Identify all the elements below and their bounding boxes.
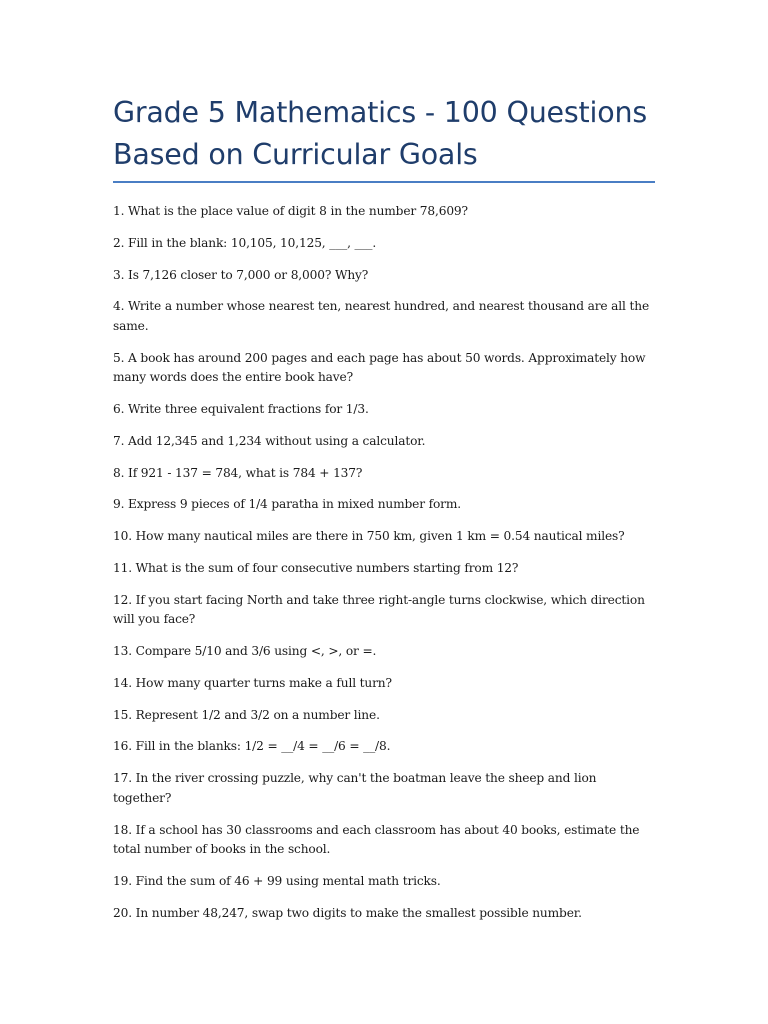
- document-page: [113, 92, 657, 935]
- question-item: 13. Compare 5/10 and 3/6 using <, >, or =.: [113, 644, 377, 659]
- question-item: 18. If a school has 30 classrooms and each classroom has about 40 books, estimate the total number of books in the school.: [113, 822, 640, 857]
- question-item: 7. Add 12,345 and 1,234 without using a calculator.: [113, 433, 426, 448]
- question-item: 8. If 921 - 137 = 784, what is 784 + 137?: [113, 465, 363, 480]
- question-item: 14. How many quarter turns make a full turn?: [113, 675, 392, 690]
- question-item: 4. Write a number whose nearest ten, nearest hundred, and nearest thousand are all the same.: [113, 299, 650, 333]
- question-item: 20. In number 48,247, swap two digits to make the smallest possible number.: [113, 905, 582, 920]
- question-item: 2. Fill in the blank: 10,105, 10,125, ___, ___.: [113, 235, 377, 250]
- question-item: 11. What is the sum of four consecutive numbers starting from 12?: [113, 560, 519, 575]
- question-item: 5. A book has around 200 pages and each page has about 50 words. Approximately how many words does the entire book have?: [113, 350, 646, 385]
- question-item: 17. In the river crossing puzzle, why can't the boatman leave the sheep and lion together?: [113, 771, 597, 805]
- question-list: [113, 202, 657, 923]
- question-item: 6. Write three equivalent fractions for 1/3.: [113, 401, 369, 416]
- question-item: 12. If you start facing North and take three right-angle turns clockwise, which direction will you face?: [113, 592, 645, 627]
- title-underline: [113, 181, 655, 183]
- question-item: 19. Find the sum of 46 + 99 using mental math tricks.: [113, 873, 441, 888]
- question-item: 16. Fill in the blanks: 1/2 = __/4 = __/6 = __/8.: [113, 739, 391, 754]
- question-item: 9. Express 9 pieces of 1/4 paratha in mixed number form.: [113, 497, 461, 512]
- question-item: 15. Represent 1/2 and 3/2 on a number line.: [113, 707, 380, 722]
- question-item: 3. Is 7,126 closer to 7,000 or 8,000? Why?: [113, 267, 369, 282]
- question-item: 10. How many nautical miles are there in 750 km, given 1 km = 0.54 nautical miles?: [113, 529, 625, 544]
- document-title: Grade 5 Mathematics - 100 Questions Based on Curricular Goals: [113, 96, 647, 171]
- question-item: 1. What is the place value of digit 8 in the number 78,609?: [113, 204, 468, 218]
